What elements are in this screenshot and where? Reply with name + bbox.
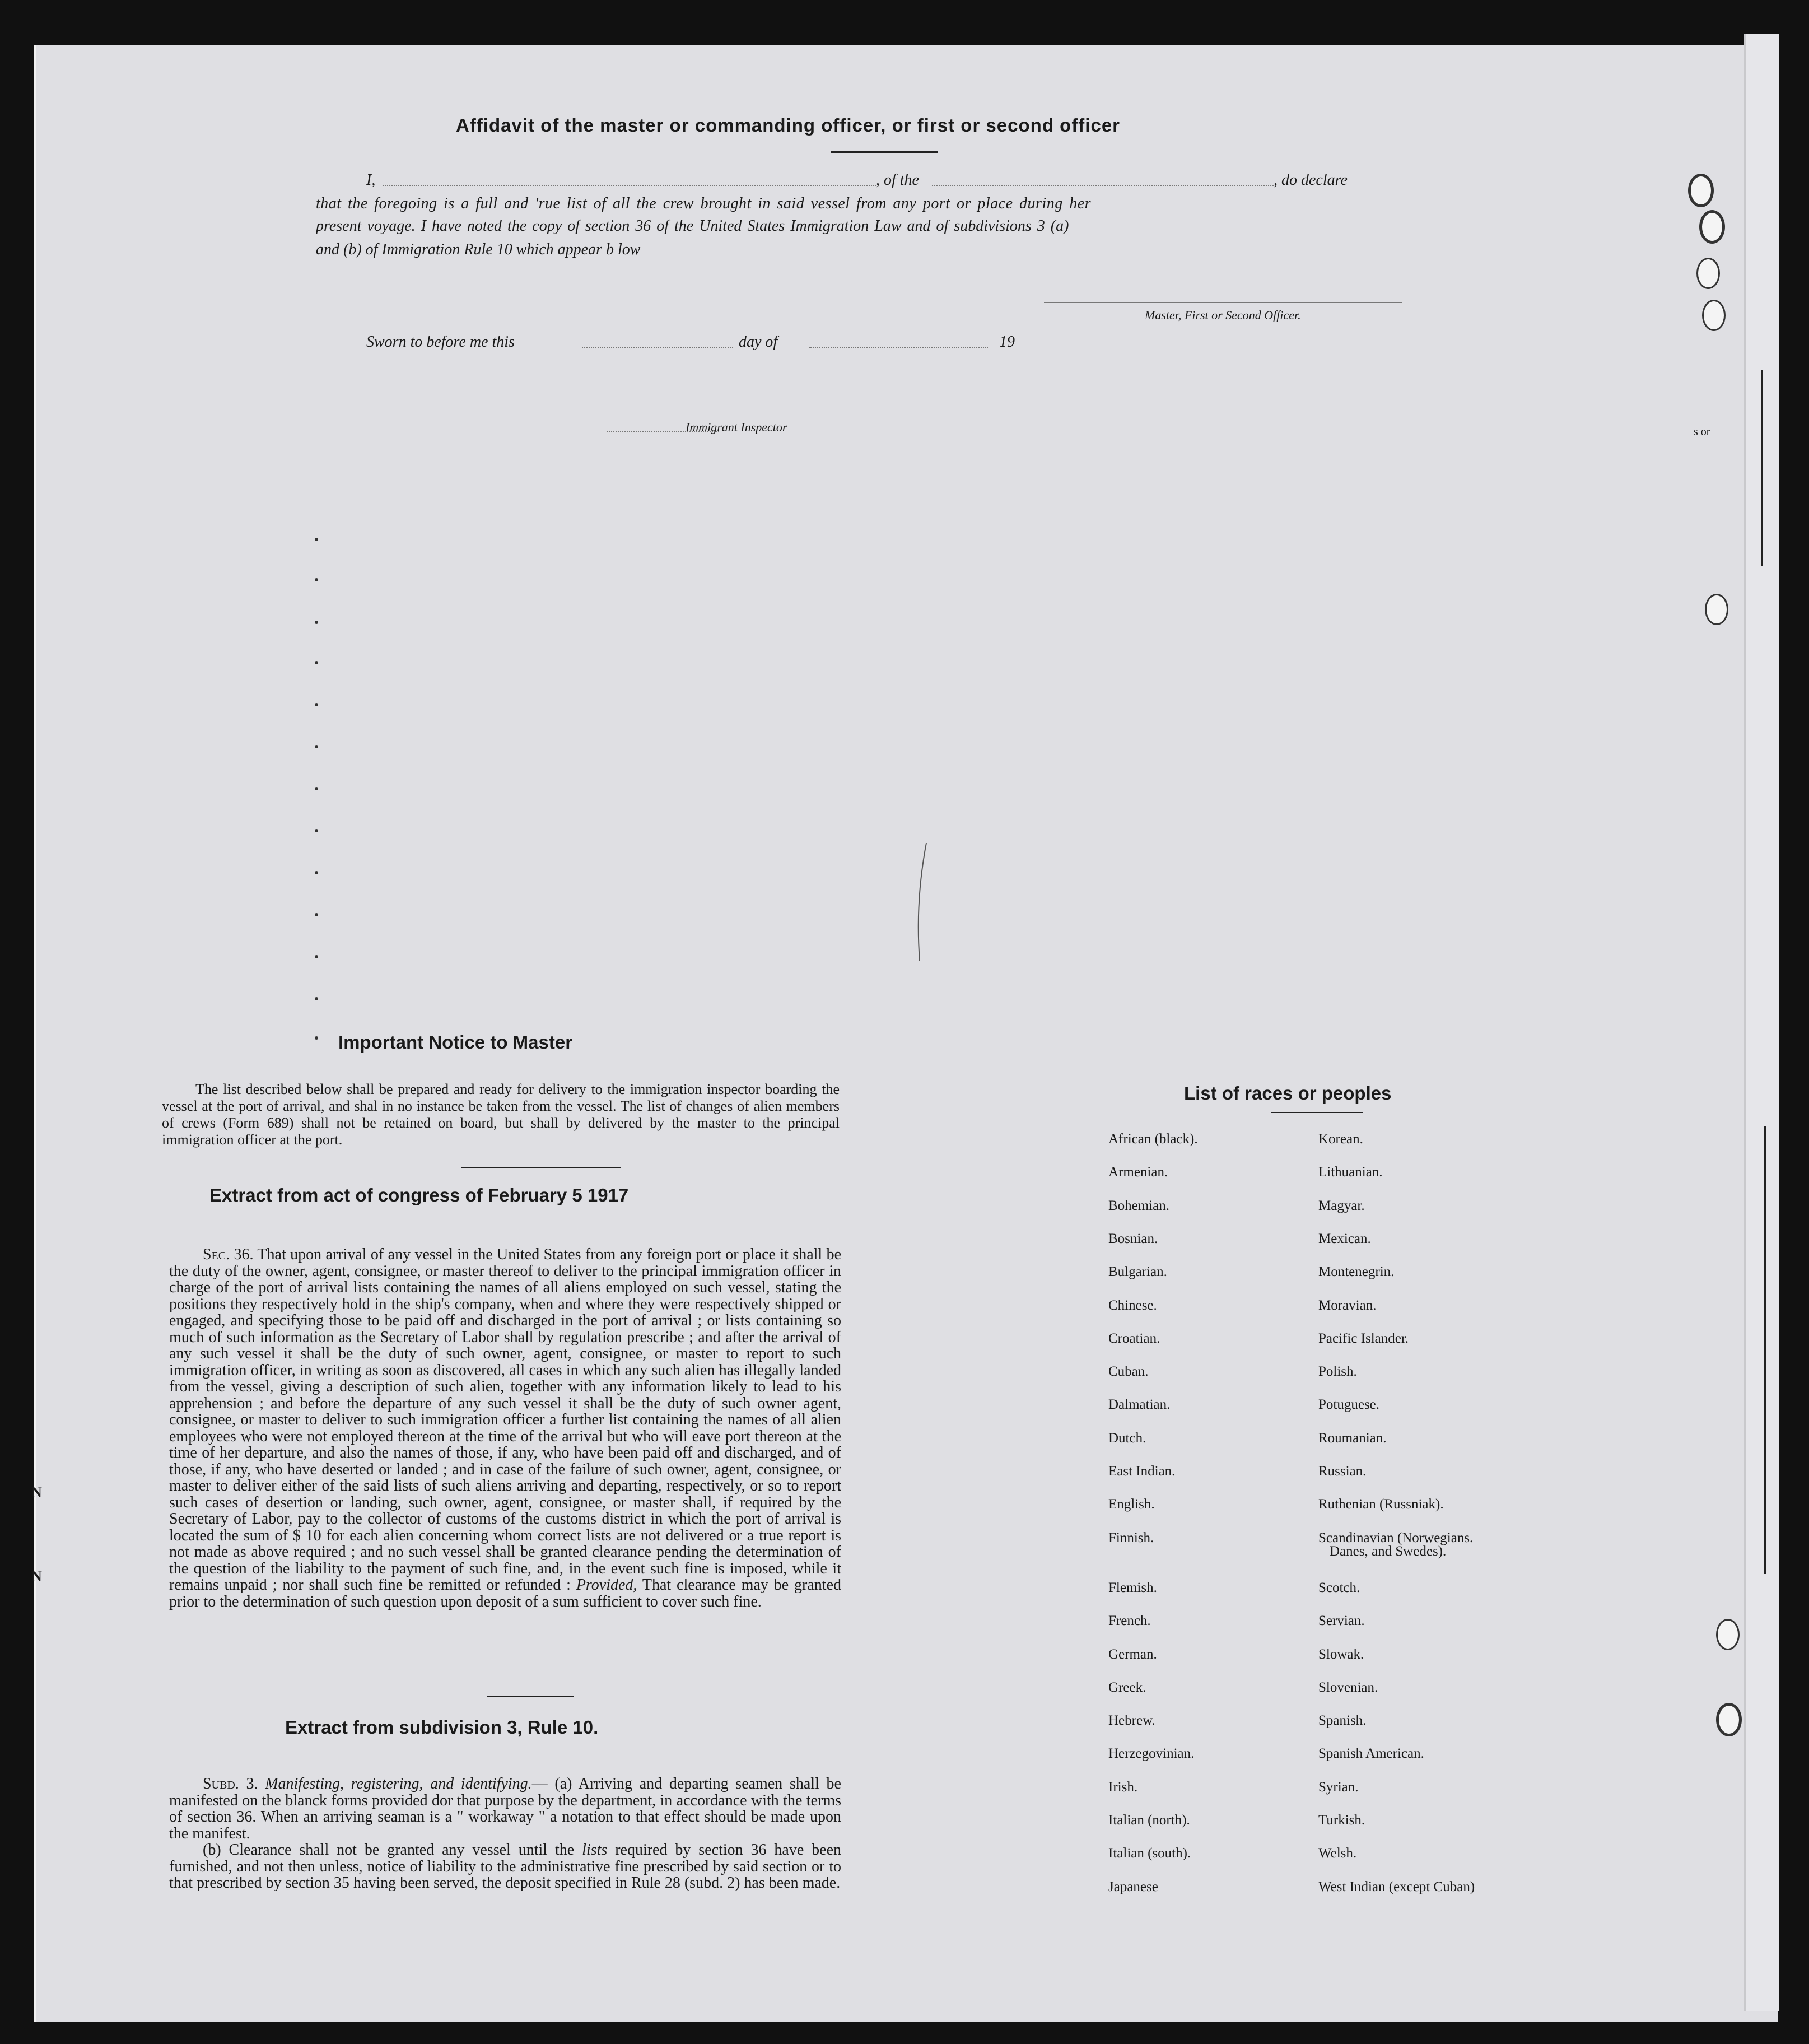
edge-line: [1761, 370, 1763, 566]
race-item: Syrian.: [1318, 1780, 1359, 1795]
day-of-label: day of: [739, 333, 778, 351]
document-sheet: [31, 45, 1778, 2022]
section-label: Sec. 36.: [203, 1246, 254, 1263]
signature-label: Master, First or Second Officer.: [1145, 308, 1301, 322]
race-item: Welsh.: [1318, 1846, 1357, 1861]
race-item: Lithuanian.: [1318, 1165, 1383, 1180]
inspector-label: Immigrant Inspector: [686, 420, 787, 434]
affidavit-line4: and (b) of Immigration Rule 10 which appear b low: [316, 241, 641, 258]
margin-dot: [315, 538, 318, 541]
race-item: Polish.: [1318, 1364, 1357, 1379]
race-item: Servian.: [1318, 1613, 1365, 1628]
sworn-day-blank: [582, 347, 733, 348]
punch-hole: [1716, 1619, 1740, 1650]
affidavit-line2: that the foregoing is a full and 'rue list of all the crew brought in said vessel from any port or place during her: [316, 195, 1092, 212]
sworn-month-blank: [809, 347, 988, 348]
race-item: Scotch.: [1318, 1580, 1360, 1595]
race-item: Armenian.: [1108, 1165, 1168, 1180]
extract-act-text: [169, 1246, 841, 1610]
affidavit-line1-declare: , do declare: [1274, 171, 1348, 189]
race-item: Greek.: [1108, 1680, 1146, 1695]
race-item: Cuban.: [1108, 1364, 1149, 1379]
title-underline: [831, 151, 938, 153]
margin-dot: [315, 997, 318, 1000]
race-item: Japanese: [1108, 1879, 1158, 1894]
race-item: French.: [1108, 1613, 1151, 1628]
name-blank: [383, 185, 876, 186]
race-item: Hebrew.: [1108, 1713, 1155, 1728]
races-underline: [1271, 1112, 1363, 1113]
notice-text: [162, 1081, 840, 1148]
race-item: Croatian.: [1108, 1331, 1160, 1346]
page-edge: [1744, 34, 1779, 2011]
race-item: Slowak.: [1318, 1647, 1364, 1662]
race-item: German.: [1108, 1647, 1157, 1662]
extract-act-title: Extract from act of congress of February 5 1917: [209, 1185, 629, 1205]
margin-dot: [315, 578, 318, 581]
punch-hole: [1696, 258, 1720, 289]
races-title: List of races or peoples: [1184, 1083, 1392, 1104]
extract-rule-text: [169, 1776, 841, 1892]
margin-dot: [315, 913, 318, 916]
margin-dot: [315, 1036, 318, 1040]
race-item: Flemish.: [1108, 1580, 1157, 1595]
subd-b-end: required by section 36 have been furnished, and not then unless, notice of liability to the administrative fine prescribed by said section or to that prescribed by section 35 having been served, the deposit specified in Rule 28 (subd. 2) has been made.: [169, 1841, 842, 1892]
extract-rule-title: Extract from subdivision 3, Rule 10.: [285, 1717, 599, 1738]
margin-fragment: N: [31, 1484, 42, 1501]
subd-b-italic: lists: [582, 1841, 608, 1859]
race-item: Herzegovinian.: [1108, 1746, 1195, 1761]
race-item: Slovenian.: [1318, 1680, 1378, 1695]
subd-italic: Manifesting, registering, and identifying.: [265, 1775, 532, 1792]
section-divider: [461, 1167, 621, 1168]
margin-dot: [315, 621, 318, 624]
margin-dot: [315, 745, 318, 748]
signature-blank: [1044, 302, 1402, 303]
section-36-text: That upon arrival of any vessel in the United States from any foreign port or place it shall be the duty of the owner, agent, consignee, or master thereof to deliver to the principal immigration officer in charge of the port of arrival lists containing the names of all aliens employed on such vessel, stating the positions they respectively hold in the ship's company, when and where they were respectively shipped or engaged, and specifying those to be paid off and discharged in the port of arrival ; or lists containing so much of such information as the Secretary of Labor shall by regulation prescribe ; and after the arrival of any such vessel it shall be the duty of such owner, agent, consignee, or master to report to such immigration officer, in writing as soon as discovered, all cases in which any such alien has illegally landed from the vessel, giving a description of such alien, together with any information likely to lead to his apprehension ; and before the departure of any such vessel it shall be the duty of such owner agent, consignee, or master to deliver to such immigration officer a further list containing the names of all alien employees who were not employed thereon at the time of the arrival but who will eave port thereon at the time of her departure, and also the names of those, if any, who have been paid off and discharged, and of those, if any, who have deserted or landed ; and in case of the failure of such owner, agent, consignee, or master to deliver either of the said lists of such aliens arriving and departing, respectively, or so to report such cases of desertion or landing, such owner, agent, consignee, or master shall, if required by the Secretary of Labor, pay to the collector of customs of the customs district in which the port of arrival is located the sum of $ 10 for each alien concerning whom correct lists are not delivered or a true report is not made as above required ; and no such vessel shall be granted clearance pending the determination of the question of the liability to the payment of such fine, and, in the event such fine is imposed, while it remains unpaid ; nor shall such fine be remitted or refunded :: [169, 1246, 841, 1594]
pencil-mark: [910, 840, 932, 963]
margin-fragment: N: [31, 1568, 42, 1585]
race-item: Danes, and Swedes).: [1330, 1544, 1447, 1559]
punch-hole: [1702, 300, 1726, 331]
notice-title: Important Notice to Master: [338, 1032, 573, 1053]
subd-b-start: (b) Clearance shall not be granted any vessel until the: [203, 1841, 575, 1859]
race-item: Mexican.: [1318, 1231, 1371, 1246]
margin-dot: [315, 955, 318, 958]
affidavit-line1-i: I,: [366, 171, 376, 189]
section-divider: [487, 1696, 574, 1697]
margin-dot: [315, 703, 318, 706]
race-item: Potuguese.: [1318, 1397, 1380, 1412]
margin-dot: [315, 871, 318, 874]
race-item: Spanish American.: [1318, 1746, 1424, 1761]
race-item: African (black).: [1108, 1132, 1198, 1147]
provided-label: Provided,: [576, 1576, 637, 1594]
notice-paragraph: The list described below shall be prepared and ready for delivery to the immigration inspector boarding the vessel at the port of arrival, and shal in no instance be taken from the vessel. The list of changes of alien members of crews (Form 689) shall not be retained on board, but shall by delivered by the master to the principal immigration officer at the port.: [162, 1081, 840, 1148]
race-item: Magyar.: [1318, 1198, 1365, 1213]
punch-hole: [1705, 594, 1728, 625]
margin-dot: [315, 787, 318, 790]
race-item: Russian.: [1318, 1464, 1367, 1479]
margin-dot: [315, 661, 318, 664]
race-item: Spanish.: [1318, 1713, 1367, 1728]
race-item: Korean.: [1318, 1132, 1363, 1147]
punch-hole: [1688, 174, 1714, 207]
race-item: Scandinavian (Norwegians.: [1318, 1530, 1474, 1545]
race-item: West Indian (except Cuban): [1318, 1879, 1475, 1894]
race-item: Dalmatian.: [1108, 1397, 1171, 1412]
punch-hole: [1716, 1703, 1742, 1736]
race-item: Bulgarian.: [1108, 1264, 1167, 1279]
race-item: Italian (south).: [1108, 1846, 1191, 1861]
affidavit-line1-of-the: , of the: [876, 171, 919, 189]
race-item: East Indian.: [1108, 1464, 1176, 1479]
margin-dot: [315, 829, 318, 832]
race-item: English.: [1108, 1497, 1155, 1512]
sworn-label: Sworn to before me this: [366, 333, 515, 351]
race-item: Pacific Islander.: [1318, 1331, 1409, 1346]
subd-a-text: — (a) Arriving and departing seamen shall be manifested on the blanck forms provided dor that purpose by the department, in accordance with the terms of section 36. When an arriving seaman is a " workaway " a notation to that effect should be made upon the manifest.: [169, 1775, 841, 1842]
race-item: Dutch.: [1108, 1431, 1146, 1446]
year-label: 19: [999, 333, 1015, 351]
race-item: Chinese.: [1108, 1298, 1157, 1313]
section-36-end: That clearance may be granted prior to the determination of such question upon deposit of a sum sufficient to cover such fine.: [169, 1576, 842, 1610]
affidavit-line3: present voyage. I have noted the copy of section 36 of the United States Immigration Law and of subdivisions 3 (a): [316, 217, 1069, 235]
margin-fragment: s or: [1694, 426, 1710, 438]
race-item: Moravian.: [1318, 1298, 1377, 1313]
affidavit-title: Affidavit of the master or commanding officer, or first or second officer: [456, 115, 1121, 136]
race-item: Italian (north).: [1108, 1813, 1190, 1828]
race-item: Bohemian.: [1108, 1198, 1170, 1213]
race-item: Finnish.: [1108, 1530, 1154, 1545]
edge-line: [1764, 1126, 1766, 1574]
subd-label: Subd. 3.: [203, 1775, 258, 1792]
vessel-blank: [932, 185, 1274, 186]
race-item: Roumanian.: [1318, 1431, 1387, 1446]
race-item: Turkish.: [1318, 1813, 1365, 1828]
race-item: Bosnian.: [1108, 1231, 1158, 1246]
race-item: Montenegrin.: [1318, 1264, 1395, 1279]
punch-hole: [1699, 210, 1725, 244]
race-item: Ruthenian (Russniak).: [1318, 1497, 1444, 1512]
race-item: Irish.: [1108, 1780, 1138, 1795]
